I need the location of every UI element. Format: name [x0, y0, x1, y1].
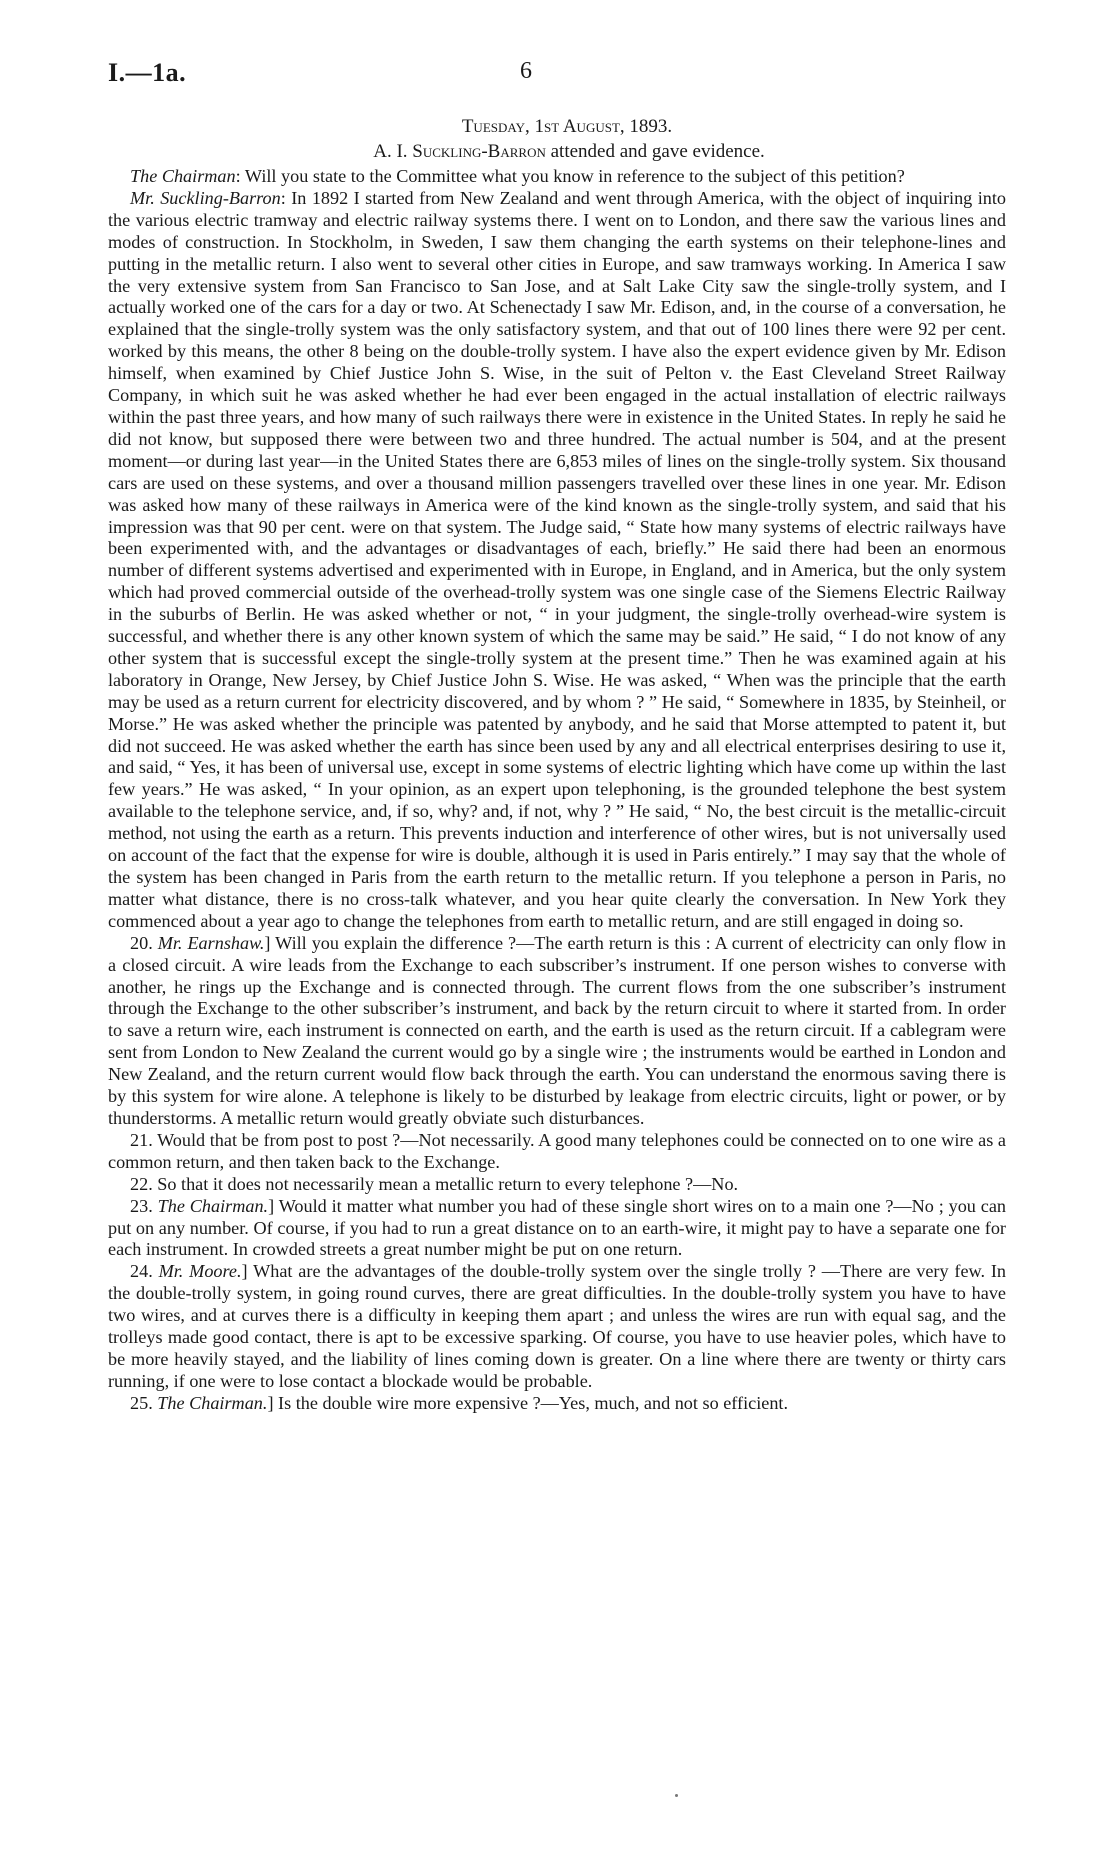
evidence-paragraph	[108, 188, 1006, 933]
question-number: 23.	[130, 1195, 153, 1216]
evidence-paragraph	[108, 1174, 1006, 1196]
speaker-separator: ]	[241, 1261, 254, 1282]
paragraph-text: Would it matter what number you had of these single short wires on to a main one ?—No ; you can put on any number. Of course, if you had to run a great distance on to an earth-wire, it might pay to have a separate one for each instrument. In crowded streets a great number might be put on one return.	[108, 1195, 1007, 1260]
speaker: Mr. Earnshaw.	[157, 932, 265, 953]
evidence-paragraph	[108, 1261, 1006, 1392]
evidence-paragraph	[108, 933, 1006, 1130]
paragraph-text: Will you state to the Committee what you know in reference to the subject of this petition?	[244, 166, 905, 186]
question-number: 25.	[130, 1392, 153, 1413]
question-number: 22.	[130, 1173, 153, 1194]
print-dot	[675, 1794, 678, 1797]
speaker-separator: ]	[268, 1195, 279, 1216]
evidence-body	[108, 166, 1006, 1415]
speaker-separator: :	[235, 166, 245, 186]
session-date: Tuesday, 1st August, 1893.	[461, 116, 673, 137]
witness-name: Suckling-Barron	[412, 141, 546, 162]
speaker-separator: ]	[264, 932, 276, 953]
evidence-paragraph	[108, 1196, 1006, 1262]
evidence-paragraph	[108, 166, 1006, 188]
question-number: 21.	[130, 1129, 153, 1150]
question-number: 20.	[130, 932, 153, 953]
paragraph-text: Is the double wire more expensive ?—Yes, much, and not so efficient.	[278, 1392, 789, 1413]
document-reference: I.—1a.	[108, 58, 187, 87]
page-number: 6	[520, 58, 532, 84]
speaker: The Chairman.	[157, 1195, 269, 1216]
evidence-paragraph	[108, 1130, 1006, 1174]
speaker: Mr. Suckling-Barron	[130, 187, 281, 208]
paragraph-text: What are the advantages of the double-trolly system over the single trolly ? —There are very few. In the double-trolly system, in going round curves, there are great difficulties. In the double-trolly system you have to have two wires, and at curves there is a difficulty in keeping them apart ; and unless the wires are run with equal sag, and the trolleys made good contact, there is apt to be excessive sparking. Of course, you have to use heavier poles, which have to be more heavily stayed, and the liability of lines coming down is greater. On a line where there are twenty or thirty cars running, if one were to lose contact a blockade would be probable.	[108, 1261, 1006, 1391]
speaker: Mr. Moore.	[158, 1261, 242, 1282]
speaker: The Chairman.	[157, 1392, 268, 1413]
speaker: The Chairman	[130, 166, 236, 186]
evidence-paragraph	[108, 1393, 1006, 1415]
witness-attended-text: attended and gave evidence.	[550, 141, 765, 162]
witness-line	[132, 141, 1006, 163]
speaker-separator: :	[280, 187, 292, 208]
paragraph-text: So that it does not necessarily mean a metallic return to every telephone ?—No.	[157, 1173, 739, 1194]
paragraph-text: Would that be from post to post ?—Not necessarily. A good many telephones could be connected on to one wire as a common return, and then taken back to the Exchange.	[108, 1129, 1007, 1172]
witness-initials: A. I.	[373, 141, 408, 162]
question-number: 24.	[130, 1261, 153, 1282]
page-header	[108, 58, 1006, 98]
paragraph-text: Will you explain the difference ?—The earth return is this : A current of electricity can only flow in a closed circuit. A wire leads from the Exchange to each subscriber’s instrument. If one person wishes to converse with another, he rings up the Exchange and is connected through. The current flows from the one subscriber’s instrument through the Exchange to the other subscriber’s instrument, and back by the return circuit to where it started from. In order to save a return wire, each instrument is connected on earth, and the earth is used as the return circuit. If a cablegram were sent from London to New Zealand the current would go by a single wire ; the instruments would be earthed in London and New Zealand, and the return current would flow back through the earth. You can understand the enormous saving there is by this system for wire alone. A telephone is likely to be disturbed by leakage from electric circuits, light or power, or by thunderstorms. A metallic return would greatly obviate such disturbances.	[108, 932, 1007, 1128]
paragraph-text: In 1892 I started from New Zealand and went through America, with the object of inquiring into the various electric tramway and electric railway systems there. I went on to London, and there saw the various lines and modes of construction. In Stockholm, in Sweden, I saw them changing the earth systems on their telephone-lines and putting in the metallic return. I also went to several other cities in Europe, and saw tramways working. In America I saw the very extensive system from San Francisco to San Jose, and at Salt Lake City saw the single-trolly system, and I actually worked one of the cars for a day or two. At Schenectady I saw Mr. Edison, and, in the course of a conversation, he explained that the single-trolly system was the only satisfactory system, and that out of 100 lines there were 92 per cent. worked by this means, the other 8 being on the double-trolly system. I have also the expert evidence given by Mr. Edison himself, when examined by Chief Justice John S. Wise, in the suit of Pelton v. the East Cleveland Street Railway Company, in which suit he was asked whether he had ever been engaged in the actual installation of electric railways within the past three years, and how many of such railways there were in existence in the United States. In reply he said he did not know, but supposed there were between two and three hundred. The actual number is 504, and at the present moment—or during last year—in the United States there are 6,853 miles of lines on the single-trolly system. Six thousand cars are used on these systems, and over a thousand million passengers travelled over these lines in one year. Mr. Edison was asked how many of these railways in America were of the kind known as the single-trolly system, and said that his impression was that 90 per cent. were on that system. The Judge said, “ State how many systems of electric railways have been experimented with, and the advantages or disadvantages of each, briefly.” He said there had been an enormous number of different systems advertised and experimented with in Europe, in England, and in America, but the only system which had proved commercial outside of the overhead-trolly system was one single case of the Siemens Electric Railway in the suburbs of Berlin. He was asked whether or not, “ in your judgment, the single-trolly overhead-wire system is successful, and whether there is any other known system of which the same may be said.” He said, “ I do not know of any other system that is successful except the single-trolly system at the present time.” Then he was examined again at his laboratory in Orange, New Jersey, by Chief Justice John S. Wise. He was asked, “ When was the principle that the earth may be used as a return current for electricity discovered, and by whom ? ” He said, “ Somewhere in 1835, by Steinheil, or Morse.” He was asked whether the principle was patented by anybody, and he said that Morse attempted to patent it, but did not succeed. He was asked whether the earth has since been used by any and all electrical enterprises desiring to use it, and said, “ Yes, it has been of universal use, except in some systems of electric lighting which have come up within the last few years.” He was asked, “ In your opinion, as an expert upon telephoning, is the grounded telephone the best system available to the telephone service, and, if so, why? and, if not, why ? ” He said, “ No, the best circuit is the metallic-circuit method, not using the earth as a return. This prevents induction and interference of other wires, but is not universally used on account of the fact that the expense for wire is double, although it is used in Paris entirely.” I may say that the whole of the system has been changed in Paris from the earth return to the metallic return. If you telephone a person in Paris, no matter what distance, there is no cross-talk whatever, and you hear quite clearly the conversation. In New York they commenced about a year ago to change the telephones from earth to metallic return, and are still engaged in doing so.	[108, 187, 1006, 931]
speaker-separator: ]	[267, 1392, 279, 1413]
